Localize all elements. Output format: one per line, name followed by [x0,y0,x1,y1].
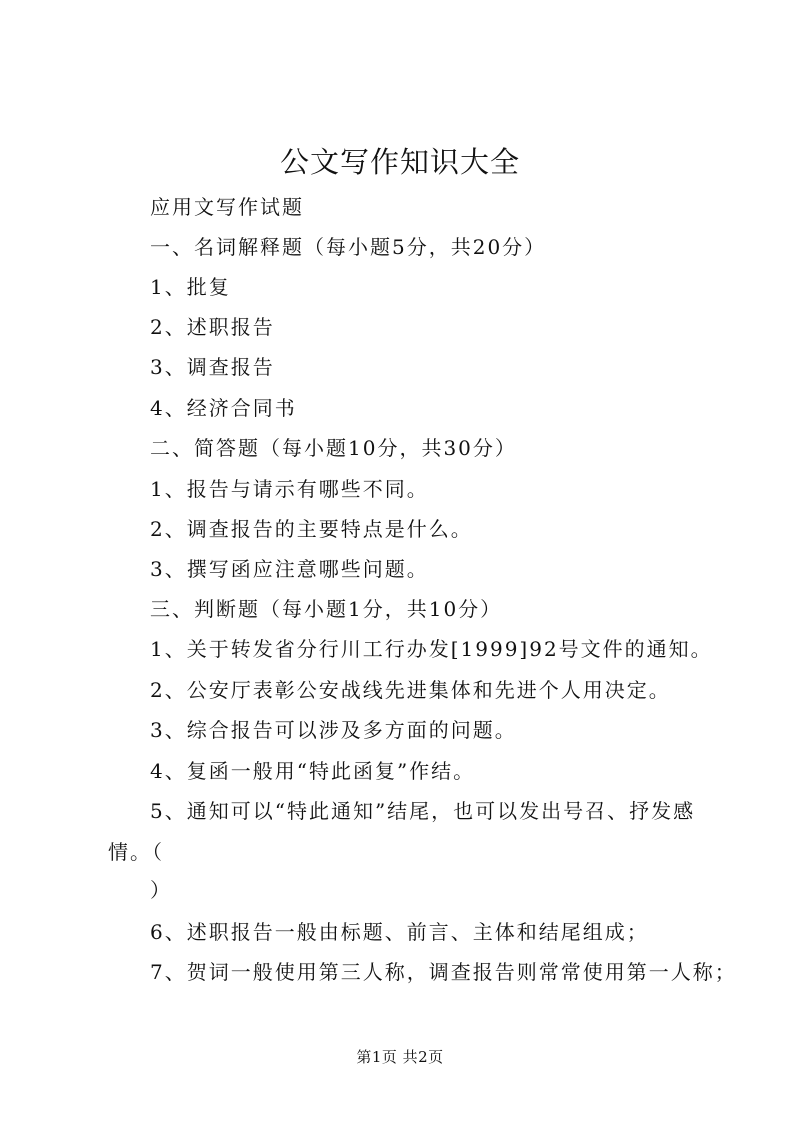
page-footer: 第1页 共2页 [356,1048,444,1066]
body-line-11: 三、判断题（每小题1分，共10分） [150,597,503,621]
body-line-1: 应用文写作试题 [150,195,304,219]
body-line-16: 5、通知可以“特此通知”结尾，也可以发出号召、抒发感 [150,799,696,823]
document-title: 公文写作知识大全 [279,145,520,179]
body-line-6: 4、经济合同书 [150,396,297,420]
body-line-17: 情。（ [108,840,164,864]
body-line-14: 3、综合报告可以涉及多方面的问题。 [150,718,517,742]
body-line-20: 7、贺词一般使用第三人称，调查报告则常常使用第一人称； [150,960,737,984]
body-line-3: 1、批复 [150,275,231,299]
body-line-5: 3、调查报告 [150,355,275,379]
body-line-8: 1、报告与请示有哪些不同。 [150,477,429,501]
body-line-12: 1、关于转发省分行川工行办发[1999]92号文件的通知。 [150,637,713,661]
body-line-10: 3、撰写函应注意哪些问题。 [150,557,429,581]
body-line-18: ） [150,878,172,902]
body-line-7: 二、简答题（每小题10分，共30分） [150,436,517,460]
body-line-9: 2、调查报告的主要特点是什么。 [150,517,473,541]
body-line-4: 2、述职报告 [150,315,275,339]
body-line-15: 4、复函一般用“特此函复”作结。 [150,759,476,783]
body-line-2: 一、名词解释题（每小题5分，共20分） [150,235,547,259]
body-line-13: 2、公安厅表彰公安战线先进集体和先进个人用决定。 [150,678,671,702]
body-line-19: 6、述职报告一般由标题、前言、主体和结尾组成； [150,920,649,944]
